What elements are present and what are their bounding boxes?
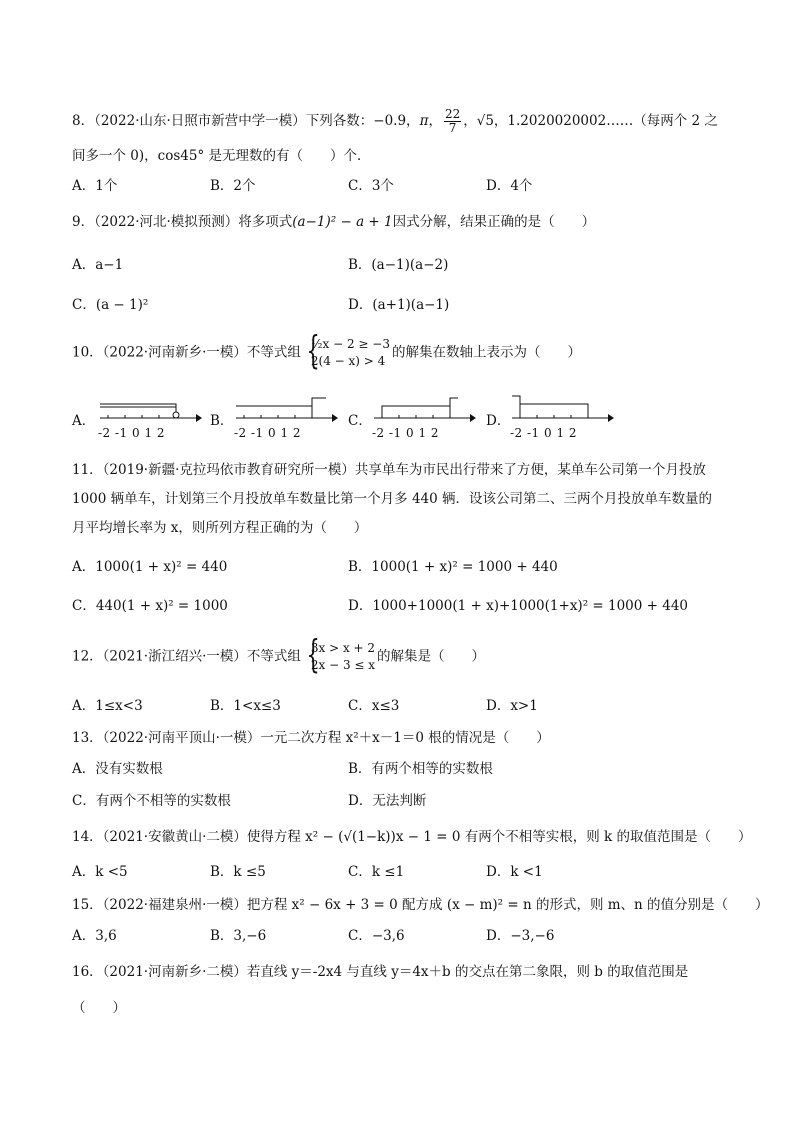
question-9-options-row1 [72, 253, 732, 277]
q11-option-a: A．1000(1 + x)² = 440 [72, 559, 228, 575]
q13-option-b: B．有两个相等的实数根 [348, 761, 493, 777]
q9-stem-a: 9．（2022·河北·模拟预测）将多项式 [72, 214, 293, 230]
question-14-options [72, 860, 732, 884]
q8-option-a: A．1个 [72, 178, 118, 194]
question-13-options-row1 [72, 757, 732, 781]
q9-stem-b: 因式分解，结果正确的是（ ） [392, 214, 596, 230]
question-9-options-row2 [72, 293, 732, 317]
question-8-stem [72, 108, 732, 135]
q12-inequality-system [303, 640, 375, 674]
q12-sys-line2: 2x − 3 ≤ x [310, 658, 376, 672]
q10-stem-a: 10．（2022·河南新乡·一模）不等式组 [72, 344, 301, 361]
question-13-stem: 13．（2022·河南平顶山·一模）一元二次方程 x²＋x－1＝0 根的情况是（ ） [72, 730, 550, 746]
q8-stem-a: 8．（2022·山东·日照市新营中学一模）下列各数：−0.9， [72, 113, 420, 129]
question-12-options [72, 694, 732, 718]
q10-axis-labels-c: -2 -1 0 1 2 [372, 426, 440, 440]
question-16-line2: （ ） [72, 1000, 126, 1016]
q12-stem-a: 12．（2021·浙江绍兴·一模）不等式组 [72, 648, 301, 665]
q13-option-c: C．有两个不相等的实数根 [72, 793, 231, 809]
question-8-options [72, 174, 732, 198]
q15-option-a: A．3,6 [72, 928, 117, 944]
q12-stem-b: 的解集是（ ） [377, 648, 486, 665]
q12-option-d: D．x>1 [486, 698, 538, 714]
q8-frac-num: 22 [444, 107, 461, 121]
q12-option-b: B．1<x≤3 [210, 698, 281, 714]
q14-option-d: D．k <1 [486, 864, 543, 880]
question-15-stem: 15．（2022·福建泉州·一模）把方程 x² − 6x + 3 = 0 配方成 (x − m)² = n 的形式，则 m、n 的值分别是（ ） [72, 897, 769, 913]
q8-stem-b: ，1.2020020002……（每两个 2 之 [493, 113, 718, 129]
question-12-stem [72, 640, 732, 674]
q8-frac-den: 7 [448, 121, 457, 135]
q10-axis-labels-b: -2 -1 0 1 2 [234, 426, 302, 440]
question-13-options-row2 [72, 789, 732, 813]
q8-option-c: C．3个 [348, 178, 394, 194]
question-10-options [72, 392, 732, 442]
q9-option-c: C．(a − 1)² [72, 297, 149, 313]
question-14-stem: 14．（2021·安徽黄山·二模）使得方程 x² − (√(1−k))x − 1 = 0 有两个不相等实根，则 k 的取值范围是（ ） [72, 829, 752, 845]
q8-option-d: D．4个 [486, 178, 533, 194]
q9-expr: (a−1)² − a + 1 [292, 214, 393, 230]
q10-axis-labels-a: -2 -1 0 1 2 [98, 426, 166, 440]
question-10-stem [72, 336, 732, 370]
question-11-options-row2 [72, 594, 732, 618]
q12-sys-line1: { 3x > x + 2 [310, 641, 376, 655]
q11-option-c: C．440(1 + x)² = 1000 [72, 598, 228, 614]
q8-option-b: B．2个 [210, 178, 256, 194]
q9-option-b: B．(a−1)(a−2) [348, 257, 449, 273]
q10-option-b: B． [210, 413, 234, 429]
q8-sqrt: √5 [476, 113, 494, 129]
q10-inequality-system [303, 336, 390, 370]
q10-stem-b: 的解集在数轴上表示为（ ） [391, 344, 581, 361]
q14-option-b: B．k ≤5 [210, 864, 266, 880]
q10-option-a: A． [72, 413, 96, 429]
q8-sep2: ， [463, 113, 477, 129]
q8-pi: π [419, 113, 429, 129]
q10-option-d: D． [486, 413, 511, 429]
q11-option-b: B．1000(1 + x)² = 1000 + 440 [348, 559, 558, 575]
q15-option-c: C．−3,6 [348, 928, 405, 944]
question-16-line1: 16．（2021·河南新乡·二模）若直线 y＝-2x4 与直线 y＝4x＋b 的交点在第二象限，则 b 的取值范围是 [72, 964, 689, 980]
question-11-line1: 11．（2019·新疆·克拉玛依市教育研究所一模）共享单车为市民出行带来了方便，某单车公司第一个月投放 [72, 462, 706, 478]
q10-sys-line1: { ½x − 2 ≥ −3 [310, 337, 390, 351]
q14-option-a: A．k <5 [72, 864, 128, 880]
q12-option-c: C．x≤3 [348, 698, 400, 714]
question-11-line3: 月平均增长率为 x，则所列方程正确的为（ ） [72, 520, 368, 536]
q11-option-d: D．1000+1000(1 + x)+1000(1+x)² = 1000 + 440 [348, 598, 689, 614]
q8-fraction [444, 108, 461, 135]
q9-option-a: A．a−1 [72, 257, 124, 273]
q15-option-d: D．−3,−6 [486, 928, 555, 944]
q15-option-b: B．3,−6 [210, 928, 267, 944]
q13-option-d: D．无法判断 [348, 793, 427, 809]
q10-axis-labels-d: -2 -1 0 1 2 [510, 426, 578, 440]
question-8-stem-line2: 间多一个 0)，cos45° 是无理数的有（ ）个． [72, 148, 371, 164]
q14-option-c: C．k ≤1 [348, 864, 405, 880]
q12-option-a: A．1≤x<3 [72, 698, 143, 714]
question-15-options [72, 924, 732, 948]
q13-option-a: A．没有实数根 [72, 761, 163, 777]
question-9-stem [72, 210, 732, 230]
question-11-options-row1 [72, 555, 732, 579]
q9-option-d: D．(a+1)(a−1) [348, 297, 450, 313]
q10-sys-line2: 2(4 − x) > 4 [310, 354, 386, 368]
q10-option-c: C． [348, 413, 372, 429]
q8-sep: ， [428, 113, 442, 129]
question-11-line2: 1000 辆单车，计划第三个月投放单车数量比第一个月多 440 辆．设该公司第二、三两个月投放单车数量的 [72, 491, 712, 507]
